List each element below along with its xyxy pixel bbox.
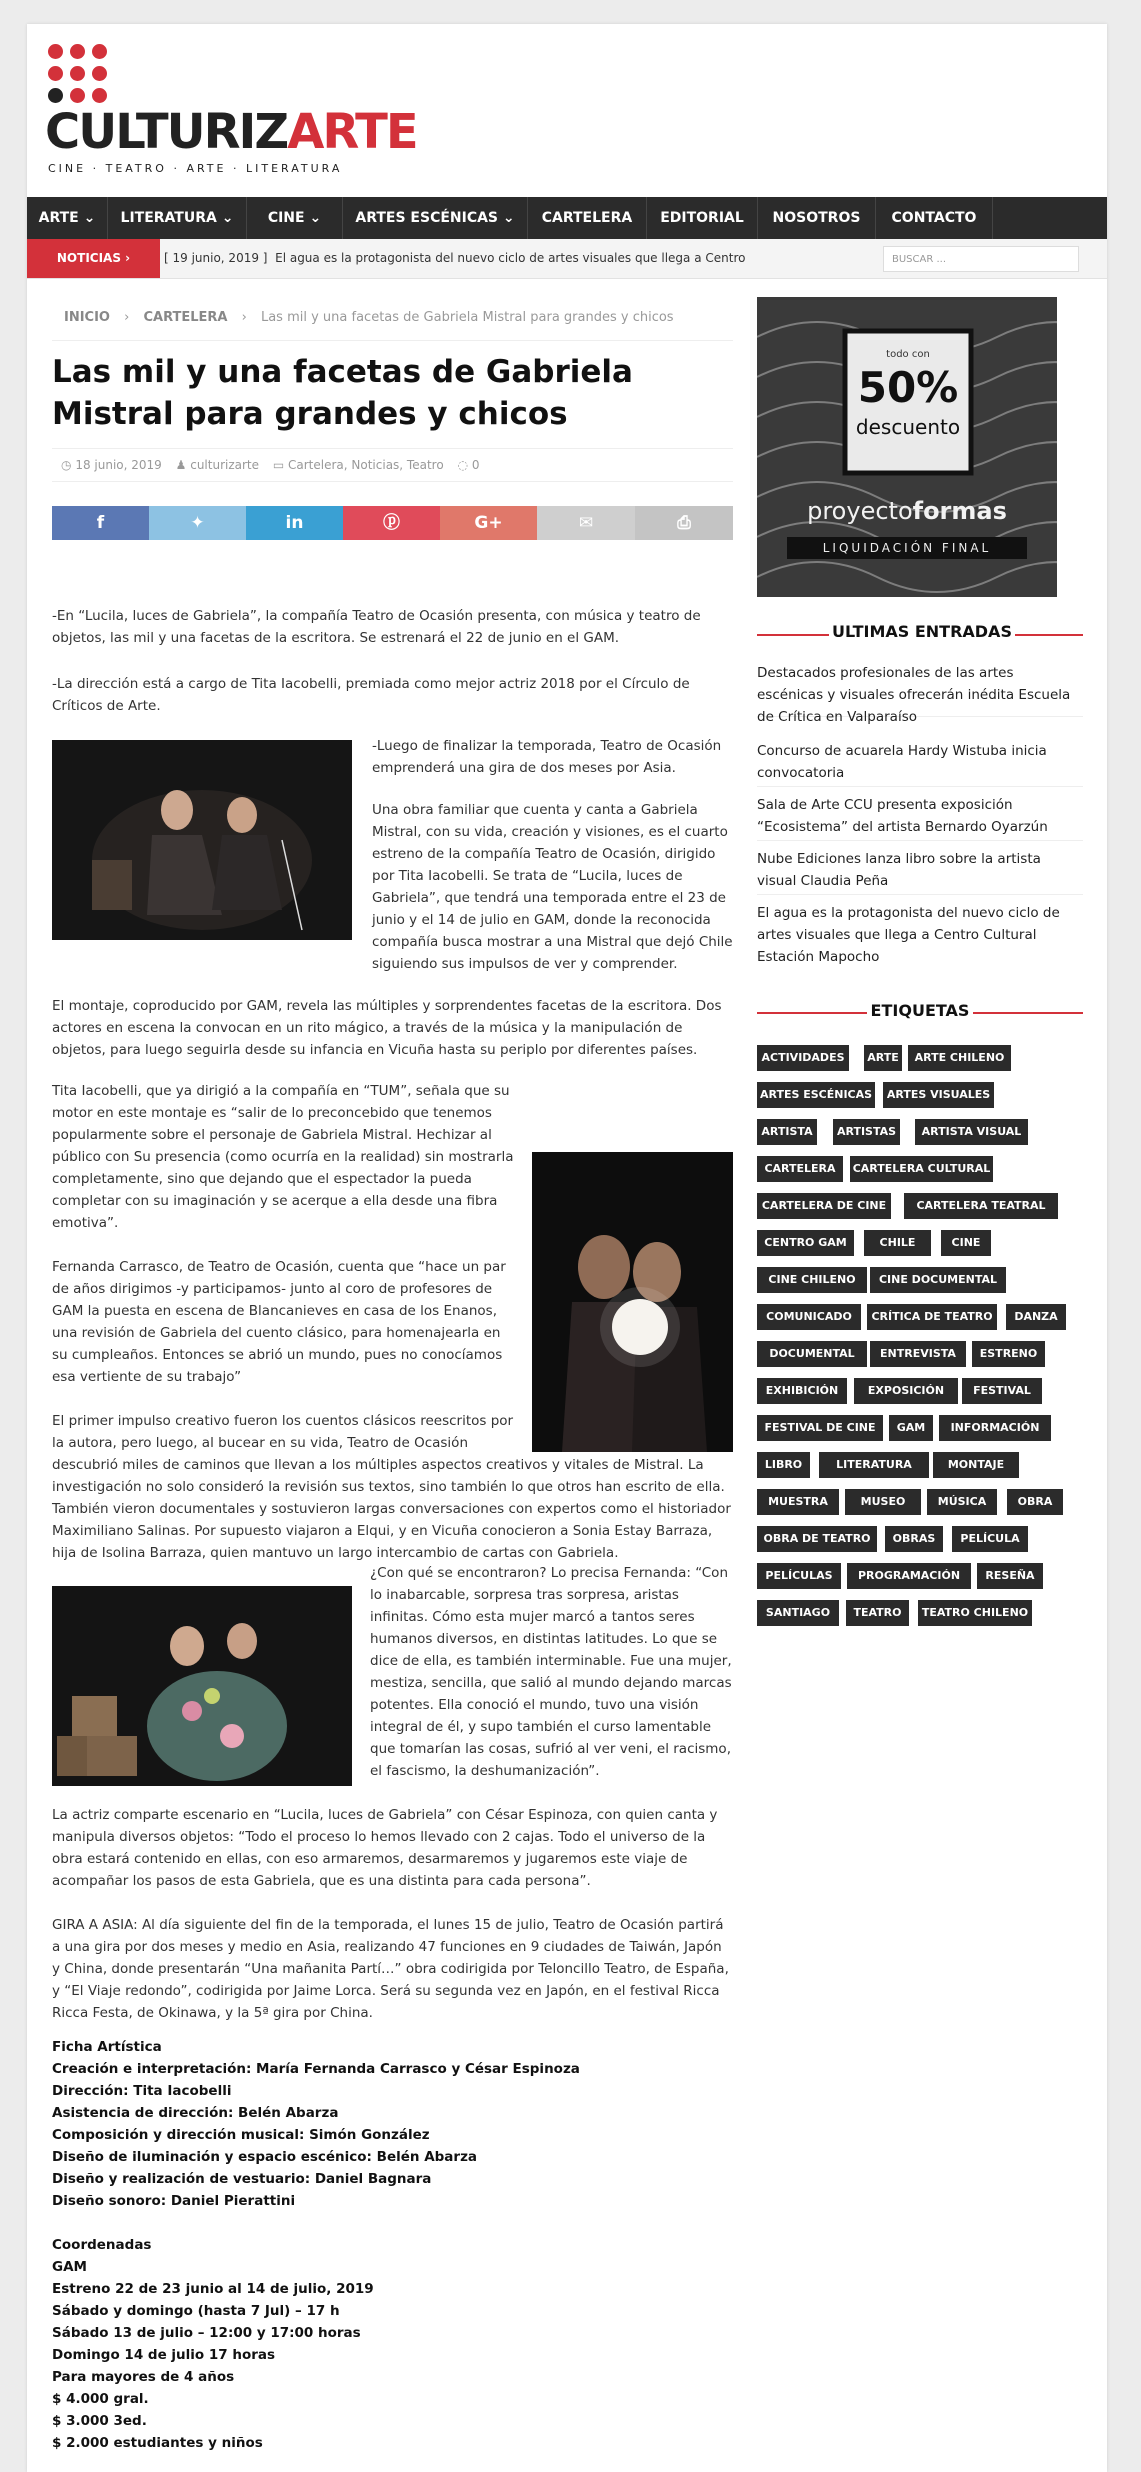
credit-line: Asistencia de dirección: Belén Abarza <box>52 2105 339 2121</box>
tag[interactable]: ARTE CHILENO <box>908 1045 1011 1071</box>
tag[interactable]: SANTIAGO <box>757 1600 839 1626</box>
article-meta <box>52 448 733 482</box>
tag[interactable]: CARTELERA TEATRAL <box>904 1193 1058 1219</box>
breadcrumb-home[interactable]: INICIO <box>64 310 110 325</box>
post-comments[interactable]: 0 <box>471 458 480 472</box>
tag[interactable]: CHILE <box>864 1230 931 1256</box>
news-ticker <box>27 239 1107 279</box>
pinterest-icon[interactable]: ⓟ <box>343 506 440 540</box>
tag[interactable]: CINE CHILENO <box>757 1267 867 1293</box>
tag[interactable]: TEATRO CHILENO <box>918 1600 1032 1626</box>
tag[interactable]: CRÍTICA DE TEATRO <box>867 1304 997 1330</box>
ad-banner[interactable] <box>757 297 1057 597</box>
tag[interactable]: MONTAJE <box>933 1452 1019 1478</box>
comment-icon: ◌ <box>457 458 468 472</box>
logo-dots <box>48 44 110 106</box>
nav-artes-escenicas[interactable]: ARTES ESCÉNICAS ⌄ <box>343 197 528 239</box>
coords-line: Estreno 22 de 23 junio al 14 de julio, 2019 <box>52 2281 374 2297</box>
tag[interactable]: ARTISTA VISUAL <box>915 1119 1028 1145</box>
page <box>27 24 1107 2472</box>
ad-descuento: descuento <box>855 415 961 439</box>
post-author[interactable]: culturizarte <box>190 458 260 472</box>
tag[interactable]: ARTISTA <box>757 1119 817 1145</box>
divider <box>757 634 829 636</box>
tag[interactable]: ACTIVIDADES <box>757 1045 849 1071</box>
article-paragraph <box>52 1562 733 2024</box>
divider <box>973 1012 1083 1014</box>
tag[interactable]: LIBRO <box>757 1452 810 1478</box>
tag[interactable]: MÚSICA <box>927 1489 997 1515</box>
tag[interactable]: OBRAS <box>885 1526 943 1552</box>
ticker-label: NOTICIAS › <box>27 239 160 278</box>
article-paragraph-text: Tita Iacobelli, que ya dirigió a la compañía en “TUM”, señala que su motor en este montaje es “salir de lo preconcebido que tenemos popularmente sobre el personaje de Gabriela Mistral. Hechizar al público con Su presencia (como ocurría en la realidad) sin mostrarla completamente, sino que dejando que el espectador la pueda completar con su imaginación y se acerque a ella desde una fibra emotiva”. <box>52 1083 514 1231</box>
tag[interactable]: GAM <box>889 1415 933 1441</box>
tag[interactable]: CARTELERA CULTURAL <box>850 1156 993 1182</box>
tag[interactable]: MUESTRA <box>757 1489 839 1515</box>
tag[interactable]: ENTREVISTA <box>870 1341 966 1367</box>
tag[interactable]: CENTRO GAM <box>757 1230 854 1256</box>
article-image-1 <box>52 740 352 940</box>
tag[interactable]: LITERATURA <box>819 1452 929 1478</box>
ticker-headline[interactable]: [ 19 junio, 2019 ] El agua es la protagonista del nuevo ciclo de artes visuales que llega a Centro <box>164 251 746 265</box>
tag[interactable]: INFORMACIÓN <box>939 1415 1051 1441</box>
credit-line: Composición y dirección musical: Simón González <box>52 2127 430 2143</box>
folder-icon: ▭ <box>272 458 285 472</box>
tag[interactable]: TEATRO <box>846 1600 909 1626</box>
tag[interactable]: ESTRENO <box>972 1341 1045 1367</box>
latest-heading: ULTIMAS ENTRADAS <box>832 622 1012 641</box>
latest-entry[interactable]: Nube Ediciones lanza libro sobre la artista visual Claudia Peña <box>757 848 1083 895</box>
nav-cartelera[interactable]: CARTELERA <box>528 197 647 239</box>
nav-literatura[interactable]: LITERATURA ⌄ <box>108 197 247 239</box>
tag[interactable]: DOCUMENTAL <box>757 1341 867 1367</box>
tag[interactable]: EXPOSICIÓN <box>854 1378 958 1404</box>
tag[interactable]: ARTE <box>864 1045 902 1071</box>
credit-line: Diseño de iluminación y espacio escénico: Belén Abarza <box>52 2149 478 2165</box>
breadcrumb: INICIO › CARTELERA › Las mil y una facetas de Gabriela Mistral para grandes y chicos <box>52 306 733 341</box>
credit-line: Diseño y realización de vestuario: Daniel Bagnara <box>52 2171 432 2187</box>
post-categories[interactable]: Cartelera, Noticias, Teatro <box>288 458 444 472</box>
latest-entry[interactable]: Sala de Arte CCU presenta exposición “Ecosistema” del artista Bernardo Oyarzún <box>757 794 1083 841</box>
tag[interactable]: CINE <box>941 1230 991 1256</box>
tag[interactable]: CINE DOCUMENTAL <box>870 1267 1006 1293</box>
tag[interactable]: CARTELERA <box>757 1156 843 1182</box>
googleplus-icon[interactable]: G+ <box>440 506 537 540</box>
tags-heading: ETIQUETAS <box>870 1001 970 1020</box>
tag[interactable]: MUSEO <box>845 1489 921 1515</box>
linkedin-icon[interactable]: in <box>246 506 343 540</box>
tag[interactable]: OBRA <box>1007 1489 1063 1515</box>
tag[interactable]: PROGRAMACIÓN <box>847 1563 971 1589</box>
twitter-icon[interactable]: ✦ <box>149 506 246 540</box>
latest-entry[interactable]: Destacados profesionales de las artes escénicas y visuales ofrecerán inédita Escuela de Crítica en Valparaíso <box>757 662 1083 717</box>
tag[interactable]: RESEÑA <box>977 1563 1043 1589</box>
article-paragraph: El montaje, coproducido por GAM, revela las múltiples y sorprendentes facetas de la escritora. Dos actores en escena la convocan en un rito mágico, a través de la música y la manipulación de objetos, para luego seguirla desde su infancia en Vicuña hasta su periplo por diferentes países. <box>52 998 722 1058</box>
print-icon[interactable]: ⎙ <box>635 506 733 540</box>
tag[interactable]: FESTIVAL DE CINE <box>757 1415 883 1441</box>
tag[interactable]: ARTES ESCÉNICAS <box>757 1082 875 1108</box>
credits-block <box>52 2036 733 2454</box>
coords-line: Coordenadas <box>52 2237 152 2253</box>
credit-line: Creación e interpretación: María Fernanda Carrasco y César Espinoza <box>52 2061 580 2077</box>
coords-line: $ 3.000 3ed. <box>52 2413 147 2429</box>
email-icon[interactable]: ✉ <box>537 506 635 540</box>
credit-line: Ficha Artística <box>52 2039 162 2055</box>
article-paragraph: Una obra familiar que cuenta y canta a Gabriela Mistral, con su vida, creación y visiones, es el cuarto estreno de la compañía Teatro de Ocasión, dirigido por Tita Iacobelli. Se trata de “Lucila, luces de Gabriela”, que tendrá una temporada entre el 23 de junio y el 14 de julio en GAM, donde la reconocida compañía busca mostrar a una Mistral que dejó Chile siguiendo sus impulsos de ver y comprender. <box>372 802 733 972</box>
image-float-spacer <box>52 1586 352 1788</box>
article-title: Las mil y una facetas de Gabriela Mistral para grandes y chicos <box>52 354 633 432</box>
breadcrumb-current: Las mil y una facetas de Gabriela Mistral para grandes y chicos <box>260 310 674 325</box>
main-nav <box>27 197 1107 239</box>
tag[interactable]: OBRA DE TEATRO <box>757 1526 877 1552</box>
article-paragraph-text: ¿Con qué se encontraron? Lo precisa Fernanda: “Con lo inabarcable, sorpresa tras sorpresa, aristas infinitas. Cómo esta mujer marcó a tantos seres humanos diversos, en distintas latitudes. Lo que se dice de ella, es también interminable. Fue una mujer, mestiza, sencilla, que salió al mundo dejando marcas potentes. Ella conoció el mundo, tuvo una visión integral de él, y supo también el curso lamentable que tomarían las cosas, sufrió al ver veni, el racismo, el fascismo, la deshumanización”. <box>370 1565 732 1779</box>
latest-entry[interactable]: Concurso de acuarela Hardy Wistuba inicia convocatoria <box>757 740 1083 787</box>
coords-line: Sábado 13 de julio – 12:00 y 17:00 horas <box>52 2325 361 2341</box>
divider <box>757 1012 867 1014</box>
coords-line: $ 2.000 estudiantes y niños <box>52 2435 263 2451</box>
facebook-icon[interactable]: f <box>52 506 149 540</box>
latest-entry[interactable]: El agua es la protagonista del nuevo ciclo de artes visuales que llega a Centro Cultural Estación Mapocho <box>757 905 1060 965</box>
coords-line: GAM <box>52 2259 87 2275</box>
article-paragraph-text: GIRA A ASIA: Al día siguiente del fin de la temporada, el lunes 15 de julio, Teatro de Ocasión partirá a una gira por dos meses y medio en Asia, realizando 47 funciones en 9 ciudades de Taiwán, Japón y China, donde presentarán “Una mañanita Partí…” obra codirigida por Teloncillo Teatro, de España, y “El Viaje redondo”, codirigida por Jaime Lorca. Será su segunda vez en Japón, en el festival Ricca Ricca Festa, de Okinawa, y la 5ª gira por China. <box>52 1917 729 2021</box>
site-logo[interactable]: CULTURIZARTE <box>45 104 417 160</box>
tag[interactable]: EXHIBICIÓN <box>757 1378 847 1404</box>
coords-line: Domingo 14 de julio 17 horas <box>52 2347 276 2363</box>
tag[interactable]: PELÍCULAS <box>757 1563 841 1589</box>
article-paragraph: -En “Lucila, luces de Gabriela”, la compañía Teatro de Ocasión presenta, con música y teatro de objetos, las mil y una facetas de la escritora. Se estrenará el 22 de junio en el GAM. <box>52 608 701 646</box>
ad-band: LIQUIDACIÓN FINAL <box>822 541 992 555</box>
credit-line: Diseño sonoro: Daniel Pierattini <box>52 2193 296 2209</box>
ad-percent: 50% <box>857 363 959 412</box>
nav-cine[interactable]: CINE ⌄ <box>247 197 343 239</box>
search-input[interactable]: BUSCAR ... <box>883 246 1079 272</box>
tag[interactable]: ARTES VISUALES <box>883 1082 994 1108</box>
user-icon: ♟ <box>175 458 187 472</box>
nav-contacto[interactable]: CONTACTO <box>876 197 993 239</box>
tag[interactable]: ARTISTAS <box>833 1119 900 1145</box>
ad-brand: proyectoformas <box>807 497 1007 525</box>
coords-line: $ 4.000 gral. <box>52 2391 149 2407</box>
article-paragraph: -La dirección está a cargo de Tita Iacobelli, premiada como mejor actriz 2018 por el Círculo de Críticos de Arte. <box>52 676 690 714</box>
credit-line: Dirección: Tita Iacobelli <box>52 2083 232 2099</box>
divider <box>1015 634 1083 636</box>
tag[interactable]: COMUNICADO <box>757 1304 861 1330</box>
article-paragraph: -Luego de finalizar la temporada, Teatro de Ocasión emprenderá una gira de dos meses por Asia. <box>372 738 722 776</box>
coords-line: Para mayores de 4 años <box>52 2369 235 2385</box>
breadcrumb-section[interactable]: CARTELERA <box>143 310 228 325</box>
tag[interactable]: FESTIVAL <box>962 1378 1042 1404</box>
tag[interactable]: PELÍCULA <box>952 1526 1028 1552</box>
tag[interactable]: DANZA <box>1006 1304 1066 1330</box>
nav-editorial[interactable]: EDITORIAL <box>647 197 758 239</box>
clock-icon: ◷ <box>61 458 72 472</box>
tag[interactable]: CARTELERA DE CINE <box>757 1193 891 1219</box>
article-paragraph-text: El primer impulso creativo fueron los cuentos clásicos reescritos por la autora, pero luego, al bucear en su vida, Teatro de Ocasión descubrió miles de caminos que llevan a los múltiples aspectos creativos y vitales de Mistral. La investigación no solo consideró la revisión sus textos, sino también lo que otros han escrito de ella. También vieron documentales y sostuvieron largas conversaciones con expertos como el historiador Maximiliano Salinas. Por supuesto viajaron a Elqui, y en Vicuña conocieron a Sonia Estay Barraza, hija de Isolina Barraza, quien mantuvo un largo intercambio de cartas con Gabriela. <box>52 1413 731 1561</box>
ad-top-text: todo con <box>886 349 930 360</box>
post-date[interactable]: 18 junio, 2019 <box>75 458 162 472</box>
nav-nosotros[interactable]: NOSOTROS <box>758 197 876 239</box>
article-paragraph-text: Fernanda Carrasco, de Teatro de Ocasión, cuenta que “hace un par de años dirigimos -y participamos- junto al coro de profesores de GAM la puesta en escena de Blancanieves en casa de los Enanos, una revisión de Gabriela del cuento clásico, para homenajearla en su cumpleaños. Entonces se abrió un mundo, pues no conocíamos esa vertiente de su trabajo” <box>52 1259 506 1385</box>
site-tagline: CINE · TEATRO · ARTE · LITERATURA <box>48 162 343 175</box>
share-bar <box>52 506 733 540</box>
article-paragraph-text: La actriz comparte escenario en “Lucila, luces de Gabriela” con César Espinoza, con quien canta y manipula diversos objetos: “Todo el proceso lo hemos llevado con 2 cajas. Todo el universo de la obra estará contenido en ellas, con eso armaremos, desarmaremos y jugaremos este viaje de acompañar los pasos de esta Gabriela, que es una distinta para cada persona”. <box>52 1807 718 1889</box>
coords-line: Sábado y domingo (hasta 7 Jul) – 17 h <box>52 2303 340 2319</box>
nav-arte[interactable]: ARTE ⌄ <box>27 197 108 239</box>
article-image-2 <box>532 1152 733 1452</box>
